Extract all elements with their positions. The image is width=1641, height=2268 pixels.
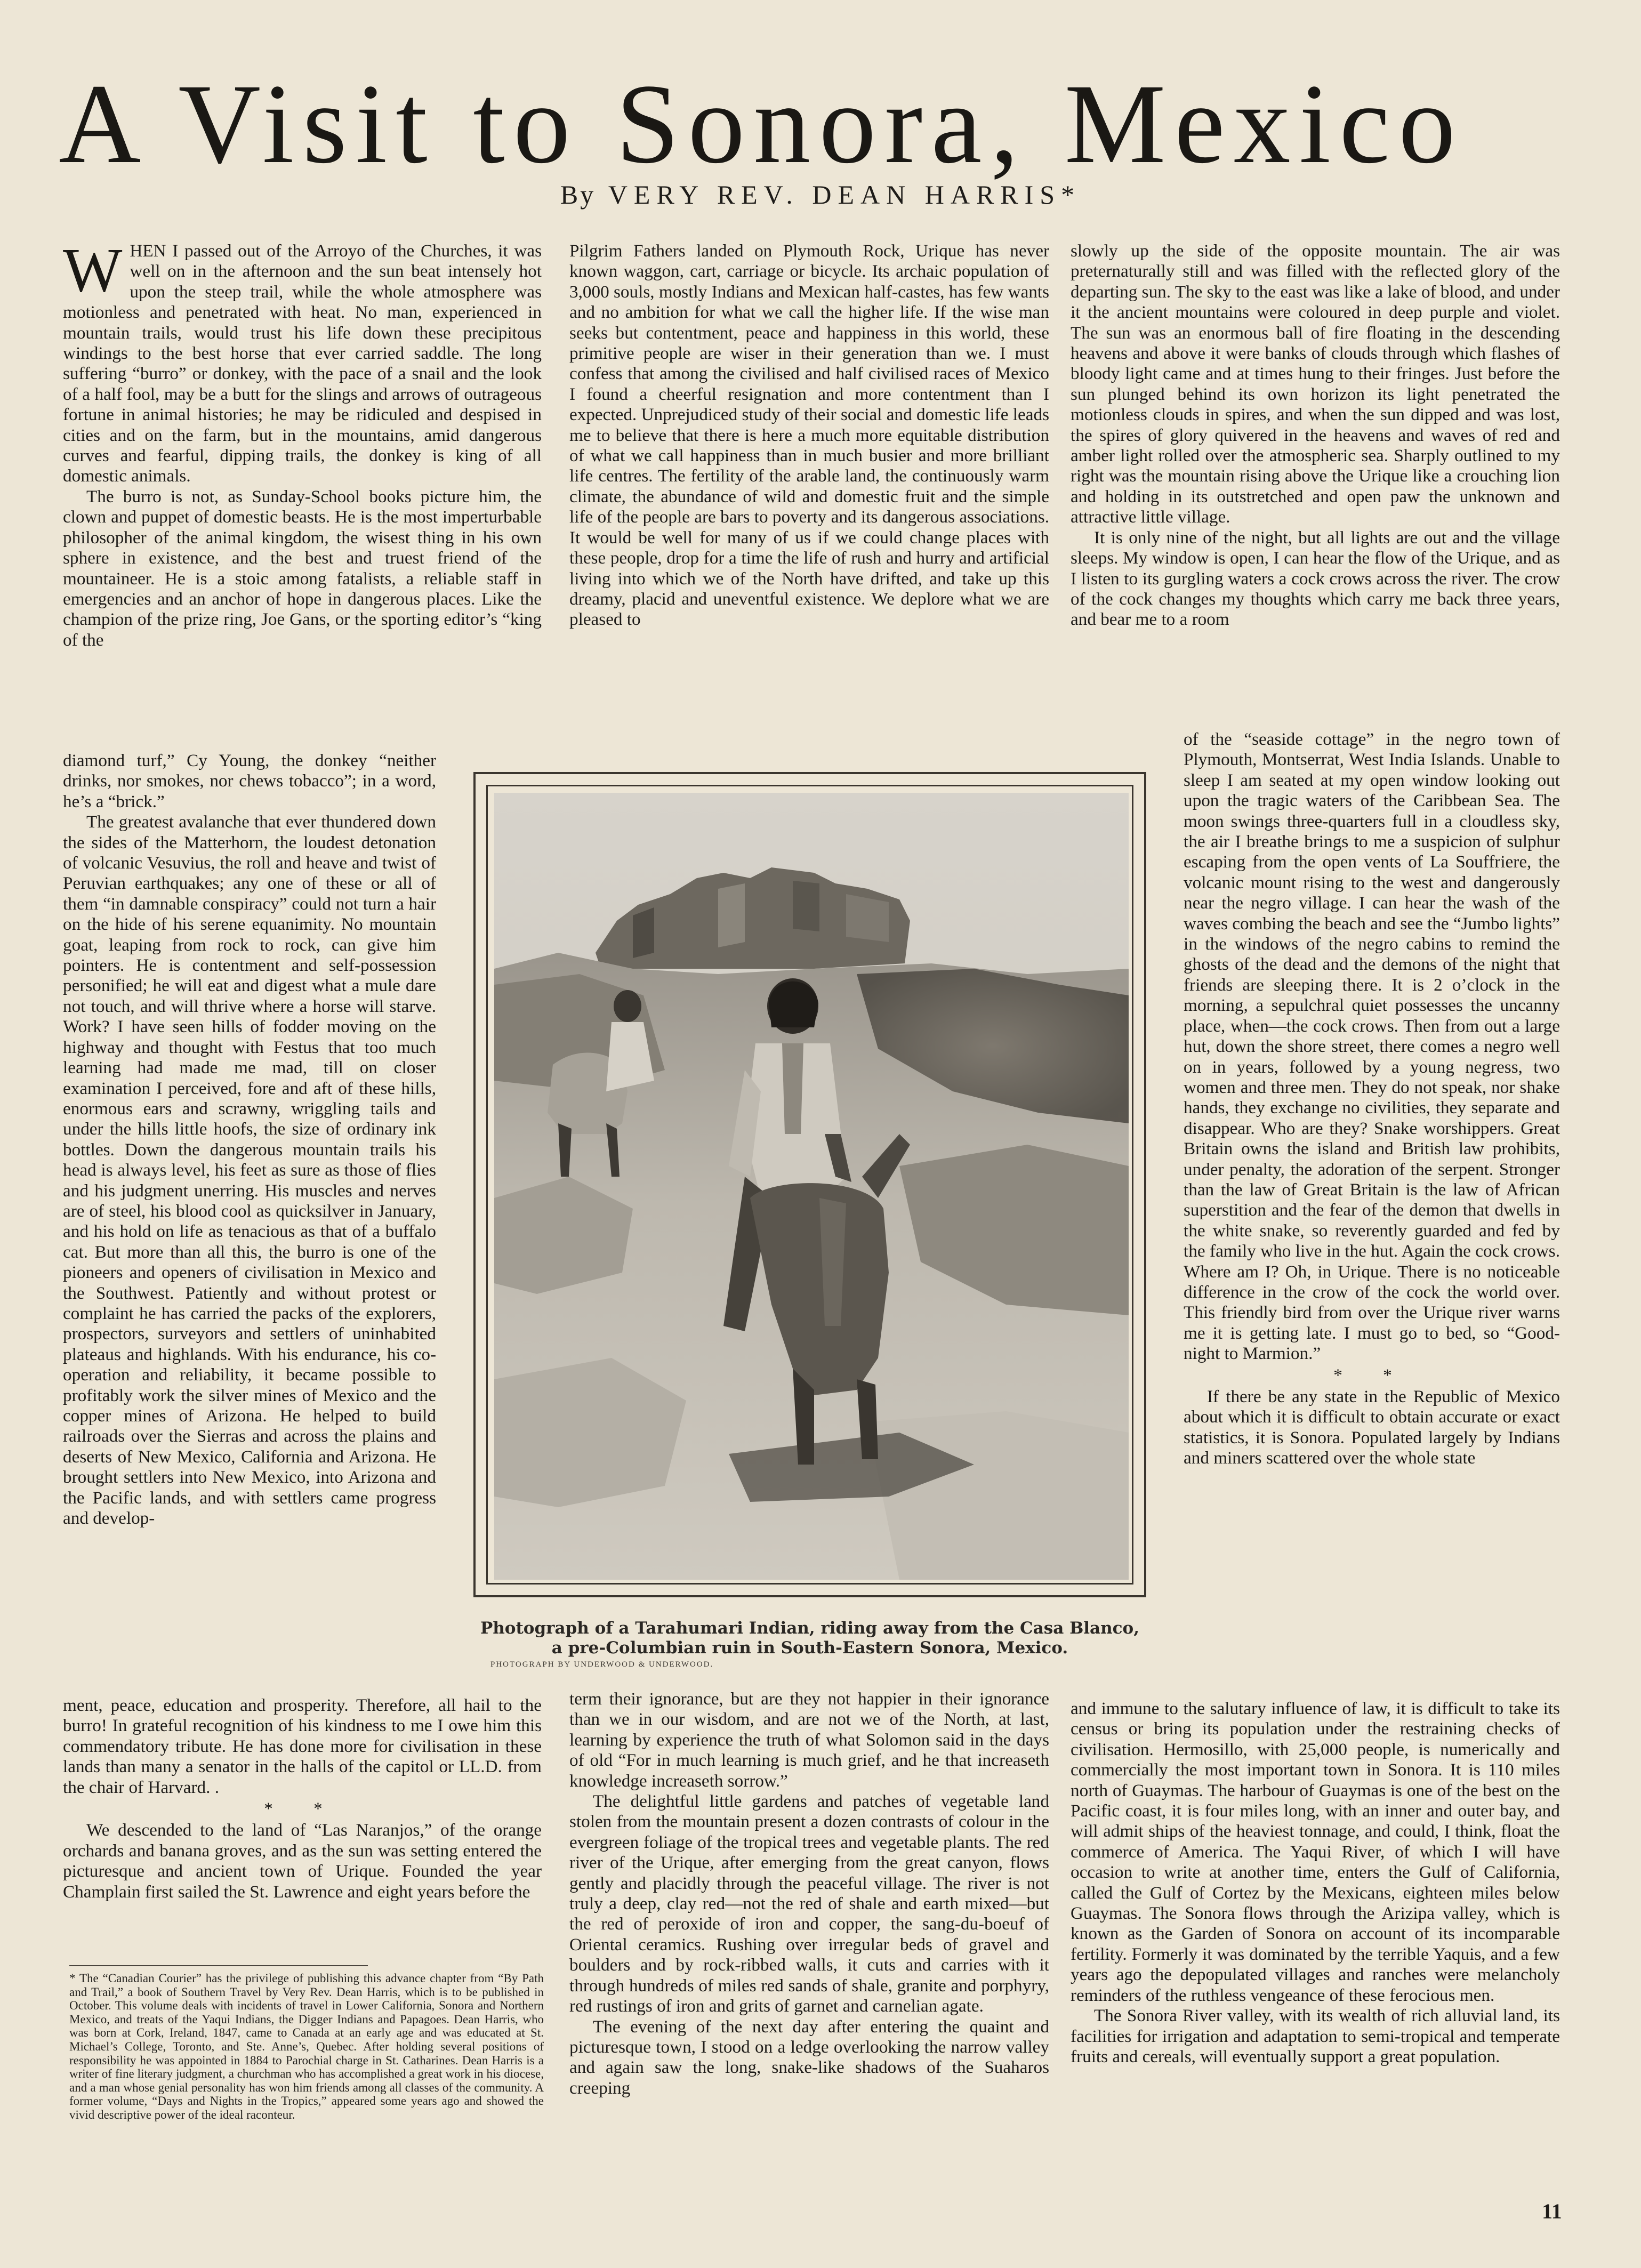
section-separator: * * xyxy=(1333,1365,1410,1385)
column-1-narrow xyxy=(63,751,436,1529)
paragraph: The burro is not, as Sunday-School books picture him, the clown and puppet of domestic beasts. He is the most imperturbable philosopher of the animal kingdom, the wisest thing in his own sphere in existence, and the best and truest friend of the mountaineer. He is a stoic among fatalists, a reliable staff in emergencies and an anchor of hope in dangerous places. Like the champion of the prize ring, Joe Gans, or the sporting editor’s “king of the xyxy=(63,486,542,650)
footnote-text: * The “Canadian Courier” has the privilege of publishing this advance chapter from “By Path and Trail,” a book of Southern Travel by Very Rev. Dean Harris, which is to be published in October. This volume deals with incidents of travel in Lower California, Sonora and Northern Mexico, and treats of the Yaqui Indians, the Digger Indians and Papagoes. Dean Harris, who was born at Cork, Ireland, 1847, came to Canada at an early age and was educated at St. Michael’s College, Toronto, and Ste. Anne’s, Quebec. After holding several positions of responsibility he was appointed in 1884 to Parochial charge in St. Catharines. Dean Harris is a writer of fine literary judgment, a churchman who has accomplished a great work in his diocese, and a man whose genial personality has won him friends among all classes of the community. A former volume, “Days and Nights in the Tropics,” appeared some years ago and showed the vivid descriptive power of the ideal raconteur. xyxy=(69,1972,544,2121)
photo-caption: Photograph of a Tarahumari Indian, riding away from the Casa Blanco, a pre-Columbian ruin in South-Eastern Sonora, Mexico. xyxy=(480,1619,1140,1658)
paragraph: The Sonora River valley, with its wealth of rich alluvial land, its facilities for irrigation and adaptation to semi-tropical and temperate fruits and cereals, will eventually support a great population. xyxy=(1071,2006,1560,2066)
paragraph: If there be any state in the Republic of Mexico about which it is difficult to obtain accurate or exact statistics, it is Sonora. Populated largely by Indians and miners scattered over the whole state xyxy=(1184,1387,1560,1468)
paragraph: term their ignorance, but are they not happier in their ignorance than we in our wisdom, and are not we of the North, at last, learning by experience the truth of what Solomon said in the days of old “For in much learning is much grief, and he that increaseth knowledge increaseth sorrow.” xyxy=(569,1689,1049,1791)
article-title: A Visit to Sonora, Mexico xyxy=(59,61,1465,187)
paragraph xyxy=(63,235,542,487)
paragraph: The evening of the next day after entering the quaint and picturesque town, I stood on a ledge overlooking the narrow valley and again saw the long, snake-like shadows of the Suaharos creeping xyxy=(569,2016,1049,2098)
footnote xyxy=(69,1965,544,2122)
column-3-narrow xyxy=(1184,729,1560,1469)
footnote-rule xyxy=(69,1965,368,1966)
photograph-indian-on-burro xyxy=(494,793,1129,1580)
paragraph: The greatest avalanche that ever thundered down the sides of the Matterhorn, the loudest detonation of volcanic Vesuvius, the roll and heave and twist of Peruvian earthquakes; any one of these or all of them “in damnable conspiracy” could not turn a hair on the hide of his serene equanimity. No mountain goat, leaping from rock to rock, can give him pointers. He is contentment and self-possession personified; he will eat and digest what a mule dare not touch, and will thrive where a horse will starve. Work? I have seen hills of fodder moving on the highway and thought with Festus that too much learning had made me mad, till on closer examination I perceived, fore and aft of these hills, enormous ears and scrawny, wriggling tails and under the hills little hoofs, the size of ordinary ink bottles. Down the dangerous mountain trails his head is always level, his feet as sure as those of flies and his judgment unerring. His muscles and nerves are of steel, his blood cool as quicksilver in January, and his hold on life as tenacious as that of a buffalo cat. But more than all this, the burro is one of the pioneers and openers of civilisation in Mexico and the Southwest. Patiently and without protest or complaint he has carried the packs of the explorers, prospectors, surveyors and settlers of uninhabited plateaus and highlands. With his endurance, his co-operation and reliability, it became possible to profitably work the silver mines of Mexico and the copper mines of Arizona. He helped to build railroads over the Sierras and across the plains and deserts of New Mexico, California and Arizona. He brought settlers into New Mexico, into Arizona and the Pacific lands, and with settlers came progress and develop- xyxy=(63,812,436,1529)
column-2-top xyxy=(569,241,1049,630)
paragraph: ment, peace, education and prosperity. Therefore, all hail to the burro! In grateful recognition of his kindness to me I owe him this commendatory tribute. He has done more for civilisation in these lands than many a senator in the halls of the capitol or LL.D. from the chair of Harvard. . xyxy=(63,1695,542,1797)
paragraph: Pilgrim Fathers landed on Plymouth Rock, Urique has never known waggon, cart, carriage or bicycle. Its archaic population of 3,000 souls, mostly Indians and Mexican half-castes, has few wants and no ambition for what we call the higher life. If the wise man seeks but contentment, peace and happiness in this world, these primitive people are wiser in their generation than we. I must confess that among the civilised and half civilised races of Mexico I found a cheerful resignation and more contentment than I expected. Unprejudiced study of their social and domestic life leads me to believe that there is here a much more equitable distribution of what we call happiness than in much busier and more brilliant life centres. The fertility of the arable land, the continuously warm climate, the abundance of wild and domestic fruit and the simple life of the people are bars to poverty and its dangerous associations. It would be well for many of us if we could change places with these people, drop for a time the life of rush and hurry and artificial living into which we of the North have drifted, and take up this dreamy, placid and uneventful existence. We deplore what we are pleased to xyxy=(569,241,1049,630)
column-3-top xyxy=(1071,241,1560,630)
column-1-top xyxy=(63,235,542,650)
column-2-bottom xyxy=(569,1689,1049,2098)
byline-author: VERY REV. DEAN HARRIS* xyxy=(608,180,1081,210)
drop-cap: W xyxy=(63,235,123,305)
column-3-bottom xyxy=(1071,1699,1560,2067)
paragraph-text: HEN I passed out of the Arroyo of the Churches, it was well on in the afternoon and the sun beat intensely hot upon the steep trail, while the whole atmosphere was motionless and penetrated with heat. No man, experienced in mountain trails, would trust his life down these precipitous windings to the best horse that ever carried saddle. The long suffering “burro” or donkey, with the pace of a snail and the look of a half fool, may be a butt for the slings and arrows of outrageous fortune in animal histories; he may be ridiculed and despised in cities and on the farm, but in the mountains, amid dangerous curves and fearful, dipping trails, the donkey is king of all domestic animals. xyxy=(63,241,542,486)
paragraph: The delightful little gardens and patches of vegetable land stolen from the mountain present a dozen contrasts of colour in the evergreen foliage of the tropical trees and vegetable plants. The red river of the Urique, after emerging from the great canyon, flows gently and placidly through the peaceful village. The river is not truly a deep, clay red—not the red of shale and earth mixed—but the red of peroxide of iron and copper, the sang-du-boeuf of Oriental ceramics. Rushing over irregular beds of gravel and boulders and by rock-ribbed walls, it cuts and carries with it through hundreds of miles red sands of shale, granite and porphyry, red rustings of iron and grits of garnet and carnelian agate. xyxy=(569,1791,1049,2016)
byline-by: By xyxy=(560,180,596,210)
byline xyxy=(0,179,1641,210)
paragraph: slowly up the side of the opposite mountain. The air was preternaturally still and was filled with the reflected glory of the departing sun. The sky to the east was like a lake of blood, and under it the ancient mountains were coloured in deep purple and violet. The sun was an enormous ball of fire floating in the descending heavens and above it were banks of clouds through which flashes of bloody light came and at times hung to their fringes. Just before the sun plunged behind its own horizon its light penetrated the motionless clouds in spires, and when the sun dipped and was lost, the spires of glory quivered in the heavens and waves of red and amber light rolled over the atmospheric sea. Sharply outlined to my right was the mountain rising above the Urique like a crouching lion and holding in its outstretched and open paw the unknown and attractive little village. xyxy=(1071,241,1560,527)
page-number: 11 xyxy=(1542,2199,1562,2223)
column-1-bottom xyxy=(63,1695,542,1902)
section-separator: * * xyxy=(264,1799,341,1819)
photo-credit: PHOTOGRAPH BY UNDERWOOD & UNDERWOOD. xyxy=(490,1660,714,1669)
photo-frame xyxy=(473,772,1146,1597)
paragraph: and immune to the salutary influence of law, it is difficult to take its census or bring its population under the restraining checks of civilisation. Hermosillo, with 25,000 people, is numerically and commercially the most important town in Sonora. It is 110 miles north of Guaymas. The harbour of Guaymas is one of the best on the Pacific coast, it is four miles long, with an inner and outer bay, and will admit ships of the heaviest tonnage, and could, I think, float the commerce of America. The Yaqui River, of which I will have occasion to write at another time, enters the Gulf of California, called the Gulf of Cortez by the Mexicans, eighteen miles below Guaymas. The Sonora flows through the Arizipa valley, which is known as the Garden of Sonora on account of its incomparable fertility. Formerly it was dominated by the terrible Yaquis, and a few years ago the depopulated villages and ranches were melancholy reminders of the ruthless vengeance of these ferocious men. xyxy=(1071,1699,1560,2005)
paragraph: We descended to the land of “Las Naranjos,” of the orange orchards and banana groves, and as the sun was setting entered the picturesque and ancient town of Urique. Founded the year Champlain first sailed the St. Lawrence and eight years before the xyxy=(63,1820,542,1902)
photo-inner-border xyxy=(486,785,1133,1585)
paragraph: diamond turf,” Cy Young, the donkey “neither drinks, nor smokes, nor chews tobacco”; in a word, he’s a “brick.” xyxy=(63,751,436,811)
paragraph: of the “seaside cottage” in the negro town of Plymouth, Montserrat, West India Islands. Unable to sleep I am seated at my open window looking out upon the tragic waters of the Caribbean Sea. The moon swings three-quarters full in a cloudless sky, the air I breathe brings to me a suspicion of sulphur escaping from the open vents of La Souffriere, the volcanic mount rising to the west and dangerously near the negro village. I can hear the wash of the waves combing the beach and see the “Jumbo lights” in the windows of the negro cabins to remind the ghosts of the dead and the demons of the night that friends are sleeping there. It is 2 o’clock in the morning, a sepulchral quiet possesses the uncanny place, when—the cock crows. Then from out a large hut, down the shore street, there comes a negro well on in years, followed by a young negress, two women and three men. They do not speak, nor shake hands, they exchange no civilities, they separate and disappear. Who are they? Snake worshippers. Great Britain owns the island and British law prohibits, under penalty, the adoration of the serpent. Stronger than the law of Great Britain is the law of African superstition and the fear of the demon that dwells in the white snake, so reverently guarded and fed by the family who live in the hut. Again the cock crows. Where am I? Oh, in Urique. There is no noticeable difference in the crow of the cock the world over. This friendly bird from over the Urique river warns me it is getting late. I must go to bed, so “Good-night to Marmion.” xyxy=(1184,729,1560,1364)
paragraph: It is only nine of the night, but all lights are out and the village sleeps. My window is open, I can hear the flow of the Urique, and as I listen to its gurgling waters a cock crows across the river. The crow of the cock changes my thoughts which carry me back three years, and bear me to a room xyxy=(1071,527,1560,630)
